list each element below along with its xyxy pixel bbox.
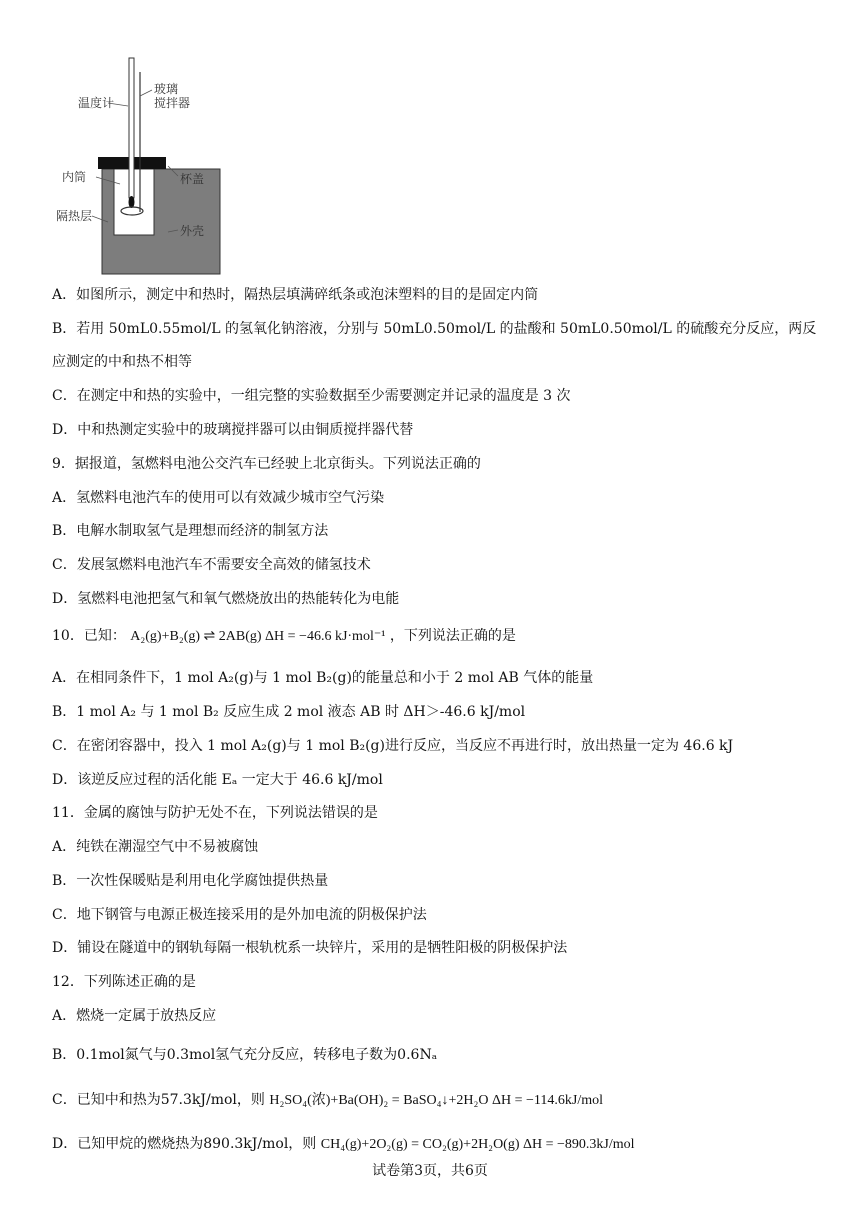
outer-shell-label: 外壳 <box>180 224 205 238</box>
q9-option-b: B．电解水制取氢气是理想而经济的制氢方法 <box>52 523 329 539</box>
q11-option-c: C．地下钢管与电源正极连接采用的是外加电流的阴极保护法 <box>52 907 427 923</box>
q10-option-d: D．该逆反应过程的活化能 Eₐ 一定大于 46.6 kJ/mol <box>52 772 383 788</box>
glass-stirrer-label-1: 玻璃 <box>154 82 179 96</box>
q11-stem: 11．金属的腐蚀与防护无处不在，下列说法错误的是 <box>52 805 378 821</box>
lid-label: 杯盖 <box>180 172 205 186</box>
q10-equation: A₂(g)+B₂(g) ⇌ 2AB(g) ΔH = −46.6 kJ·mol⁻¹ <box>130 629 386 644</box>
q8-option-b-line1: B．若用 50mL0.55mol/L 的氢氧化钠溶液，分别与 50mL0.50mol/L 的盐酸和 50mL0.50mol/L 的硫酸充分反应，两反 <box>52 321 817 337</box>
page-footer: 试卷第3页，共6页 <box>372 1163 488 1179</box>
q9-option-a: A．氢燃料电池汽车的使用可以有效减少城市空气污染 <box>52 490 385 506</box>
q12-option-c-formula: H₂SO₄(浓)+Ba(OH)₂ = BaSO₄↓+2H₂O ΔH = −114.6kJ/mol <box>269 1093 604 1108</box>
q10-option-c: C．在密闭容器中，投入 1 mol A₂(g)与 1 mol B₂(g)进行反应，当反应不再进行时，放出热量一定为 46.6 kJ <box>52 738 734 754</box>
q9-option-d: D．氢燃料电池把氢气和氧气燃烧放出的热能转化为电能 <box>52 591 400 607</box>
inner-cup-label: 内筒 <box>62 170 87 184</box>
insulation-label: 隔热层 <box>56 209 93 223</box>
q10-option-b: B．1 mol A₂ 与 1 mol B₂ 反应生成 2 mol 液态 AB 时 ΔH＞-46.6 kJ/mol <box>52 704 526 720</box>
q8-option-d: D．中和热测定实验中的玻璃搅拌器可以由铜质搅拌器代替 <box>52 422 414 438</box>
q8-option-b-line2: 应测定的中和热不相等 <box>52 354 192 370</box>
q8-option-a: A．如图所示，测定中和热时，隔热层填满碎纸条或泡沫塑料的目的是固定内筒 <box>52 287 539 303</box>
q11-option-a: A．纯铁在潮湿空气中不易被腐蚀 <box>52 839 259 855</box>
q10-stem-prefix: 10．已知： <box>52 628 126 644</box>
q10-option-a: A．在相同条件下，1 mol A₂(g)与 1 mol B₂(g)的能量总和小于 2 mol AB 气体的能量 <box>52 670 594 686</box>
glass-stirrer-label-2: 搅拌器 <box>154 96 191 110</box>
q12-option-a: A．燃烧一定属于放热反应 <box>52 1008 217 1024</box>
q12-option-d-prefix: D．已知甲烷的燃烧热为890.3kJ/mol，则 <box>52 1136 317 1152</box>
q11-option-d: D．铺设在隧道中的钢轨每隔一根轨枕系一块锌片，采用的是牺牲阳极的阴极保护法 <box>52 940 568 956</box>
q12-option-d <box>52 1134 635 1155</box>
thermometer-bulb <box>129 196 135 208</box>
q10-stem <box>52 626 516 647</box>
calorimeter-diagram <box>56 44 236 276</box>
q8-option-c: C．在测定中和热的实验中，一组完整的实验数据至少需要测定并记录的温度是 3 次 <box>52 388 571 404</box>
q12-stem: 12．下列陈述正确的是 <box>52 974 196 990</box>
q12-option-d-formula: CH₄(g)+2O₂(g) = CO₂(g)+2H₂O(g) ΔH = −890.3kJ/mol <box>320 1137 635 1152</box>
q9-option-c: C．发展氢燃料电池汽车不需要安全高效的储氢技术 <box>52 557 371 573</box>
q10-stem-suffix: ，下列说法正确的是 <box>389 628 516 644</box>
thermometer-shape <box>129 58 134 198</box>
q12-option-b: B．0.1mol氮气与0.3mol氢气充分反应，转移电子数为0.6Nₐ <box>52 1047 438 1063</box>
q12-option-c <box>52 1090 603 1111</box>
thermometer-label: 温度计 <box>78 96 115 110</box>
calorimeter-figure <box>56 44 236 276</box>
q9-stem: 9．据报道，氢燃料电池公交汽车已经驶上北京街头。下列说法正确的 <box>52 456 481 472</box>
q11-option-b: B．一次性保暖贴是利用电化学腐蚀提供热量 <box>52 873 329 889</box>
q12-option-c-prefix: C．已知中和热为57.3kJ/mol，则 <box>52 1092 265 1108</box>
